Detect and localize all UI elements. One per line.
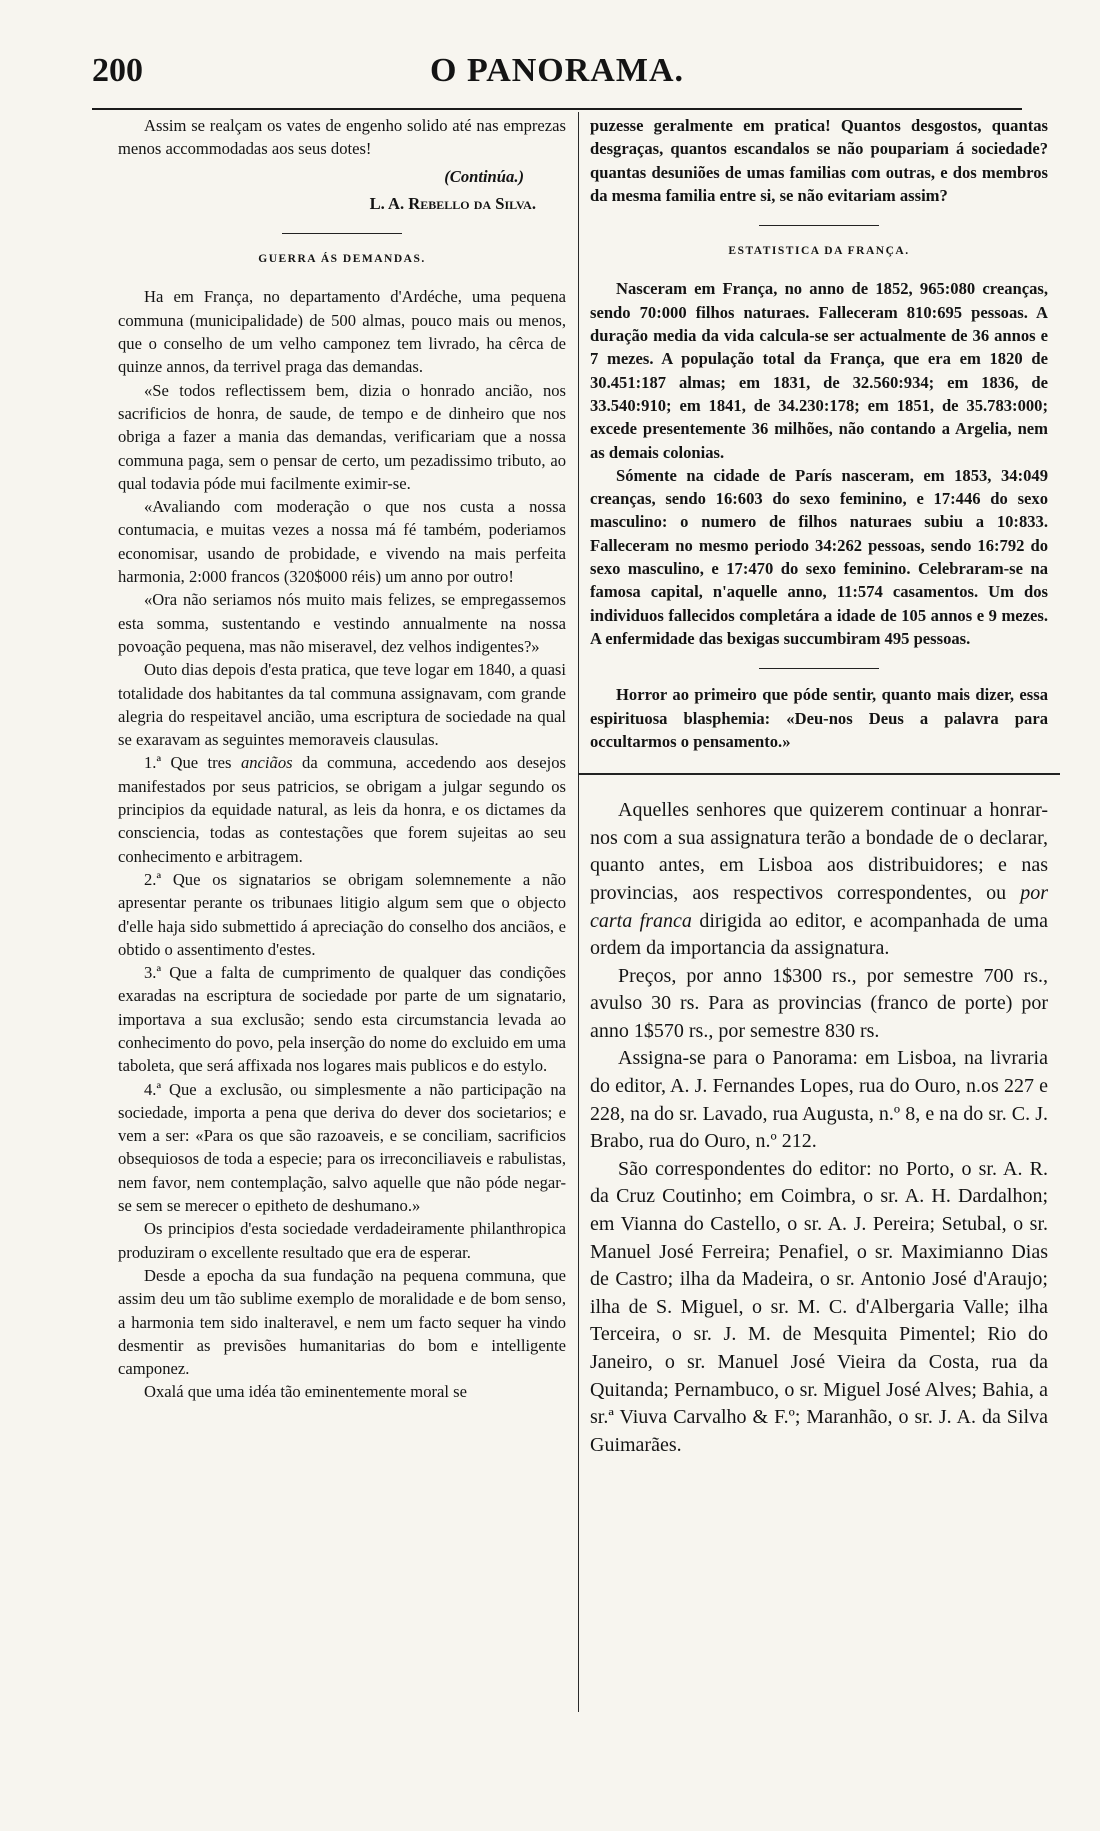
section-rule xyxy=(759,668,879,669)
notice-paragraph xyxy=(590,797,1048,963)
clause-4: 4.ª Que a exclusão, ou simplesmente a não participação na sociedade, importa a pena que deriva do dever dos societarios; e vem a ser: «Para os que são razoaveis, e se conciliam, sacrificios obsequiosos de toda a especie; para os irreconciliaveis e rabulistas, nem favor, nem contemplação, salvo aquelle que não póde negar-se sem se merecer o epitheto de deshumano.» xyxy=(118,1079,566,1216)
statistics-paragraph: Nasceram em França, no anno de 1852, 965:080 creanças, sendo 70:000 filhos naturaes. Falleceram 810:695 pessoas. A duração media da vida calcula-se ser actualmente de 36 annos e 7 mezes. A população total da França, que era em 1820 de 30.451:187 almas; em 1831, de 32.560:934; em 1836, de 33.540:910; em 1841, de 34.230:178; em 1851, de 35.783:000; excede presentemente 36 milhões, não contando a Argelia, nem as demais colonias. xyxy=(590,279,1048,462)
page-number: 200 xyxy=(92,52,143,89)
article-paragraph: Oxalá que uma idéa tão eminentemente moral se xyxy=(144,1382,467,1402)
continued-paragraph: puzesse geralmente em pratica! Quantos desgostos, quantas desgraças, quantos escandalos se não poupariam á sociedade? quantas desuniões de umas familias com outras, e dos membros da mesma familia entre si, se não evitariam assim? xyxy=(590,116,1048,205)
article-paragraph: Ha em França, no departamento d'Ardéche, uma pequena communa (municipalidade) de 500 almas, pouco mais ou menos, que o conselho de um velho camponez tem livrado, ha cêrca de quinze annos, da terrivel praga das demandas. xyxy=(118,287,566,377)
statistics-paragraph: Sómente na cidade de París nasceram, em 1853, 34:049 creanças, sendo 16:603 do sexo feminino, e 17:446 do sexo masculino: o numero de filhos naturaes subiu a 10:833. Falleceram no mesmo periodo 34:262 pessoas, sendo 16:792 do sexo masculino, e 17:470 do sexo feminino. Celebraram-se na famosa capital, n'aquelle anno, 11:574 casamentos. Um dos individuos fallecidos completára a idade de 105 annos e 9 mezes. A enfermidade das bexigas succumbiram 495 pessoas. xyxy=(590,465,1048,648)
section-title-guerra: GUERRA ÁS DEMANDAS. xyxy=(258,253,426,266)
journal-title: O PANORAMA. xyxy=(430,52,684,89)
left-column xyxy=(118,114,566,1404)
notice-emphasis: por carta franca xyxy=(590,881,1048,932)
clause-1-start: 1.ª Que tres xyxy=(144,753,241,773)
clause-1-rest: da communa, accedendo aos desejos manifestados por seus patricios, se obrigam a julgar segundo os principios da equidade natural, as leis da honra, e os dictames da consciencia, todas as contestações que forem sujeitas ao seu conhecimento e arbitragem. xyxy=(118,753,566,866)
notice-text-start: Aquelles senhores que quizerem continuar a honrar-nos com a sua assignatura terão a bondade de o declarar, quanto antes, em Lisboa aos distribuidores; e nas provincias, aos respectivos correspondentes, ou xyxy=(590,799,1048,904)
intro-paragraph: Assim se realçam os vates de engenho solido até nas emprezas menos accommodadas aos seus dotes! xyxy=(118,116,566,159)
notice-rule xyxy=(578,773,1060,775)
notice-text-rest: dirigida ao editor, e acompanhada de uma ordem da importancia da assignatura. xyxy=(590,909,1048,960)
section-rule xyxy=(282,233,402,234)
right-column xyxy=(590,114,1048,1459)
article-paragraph: «Ora não seriamos nós muito mais felizes, se empregassemos esta somma, sustentando e vestindo annualmente na nossa povoação pequena, mas não miseravel, dez velhos indigentes?» xyxy=(118,590,566,656)
section-rule xyxy=(759,225,879,226)
article-paragraph: Outo dias depois d'esta pratica, que teve logar em 1840, a quasi totalidade dos habitantes da tal communa assignavam, com grande alegria do respeitavel ancião, uma escriptura de sociedade na qual se exaravam as seguintes memoraveis clausulas. xyxy=(118,660,566,750)
subscription-places-paragraph: Assigna-se para o Panorama: em Lisboa, na livraria do editor, A. J. Fernandes Lopes, rua do Ouro, n.os 227 e 228, na do sr. Lavado, rua Augusta, n.º 8, e na do sr. C. J. Brabo, rua do Ouro, n.º 212. xyxy=(590,1047,1048,1153)
subscription-notice xyxy=(590,797,1048,1459)
clause-1 xyxy=(118,751,566,867)
article-paragraph: «Avaliando com moderação o que nos custa a nossa contumacia, e muitas vezes a nossa má fé também, poderiamos economisar, usando de probidade, e vivendo na mais perfeita harmonia, 2:000 francos (320$000 réis) um anno por outro! xyxy=(118,497,566,587)
article-paragraph: Desde a epocha da sua fundação na pequena communa, que assim deu um tão sublime exemplo de moralidade e de bom senso, a harmonia tem sido inalteravel, e nem um facto sequer ha vindo desmentir as previsões humanitarias do bom e intelligente camponez. xyxy=(118,1265,566,1379)
article-paragraph: Os principios d'esta sociedade verdadeiramente philanthropica produziram o excellente resultado que era de esperar. xyxy=(118,1219,566,1262)
author-signature: L. A. Rebello da Silva. xyxy=(369,193,536,213)
correspondents-paragraph: São correspondentes do editor: no Porto, o sr. A. R. da Cruz Coutinho; em Coimbra, o sr. A. H. Dardalhon; em Vianna do Castello, o sr. A. J. Pereira; Setubal, o sr. Manuel José Ferreira; Penafiel, o sr. Maximianno Dias de Castro; ilha da Madeira, o sr. Antonio José d'Araujo; ilha de S. Miguel, o sr. M. C. d'Albergaria Valle; ilha Terceira, o sr. J. M. de Mesquita Pimentel; Rio do Janeiro, o sr. Manuel José Vieira da Costa, rua da Quitanda; Pernambuco, o sr. Miguel José Alves; Bahia, a sr.ª Viuva Carvalho & F.º; Maranhão, o sr. J. A. da Silva Guimarães. xyxy=(590,1157,1048,1456)
section-title-estatistica: ESTATISTICA DA FRANÇA. xyxy=(728,245,910,258)
quote-paragraph: Horror ao primeiro que póde sentir, quanto mais dizer, essa espirituosa blasphemia: «Deu-nos Deus a palavra para occultarmos o pensamento.» xyxy=(590,685,1048,751)
clause-3: 3.ª Que a falta de cumprimento de qualquer das condições exaradas na escriptura de sociedade por parte de um signatario, importava a sua exclusão; sendo esta circumstancia levada ao conhecimento do povo, pela inserção do nome do excluido em uma taboleta, que será affixada nos logares mais publicos e do estylo. xyxy=(118,963,566,1076)
page-header xyxy=(92,52,1022,106)
article-paragraph: «Se todos reflectissem bem, dizia o honrado ancião, nos sacrificios de honra, de saude, de tempo e de dinheiro que nos obriga a fazer a mania das demandas, verificariam que a nossa communa paga, sem o pensar de certo, um pezadissimo tributo, ao qual todavia póde mui facilmente eximir-se. xyxy=(118,380,566,493)
column-divider xyxy=(578,112,579,1712)
clause-1-emphasis: anciãos xyxy=(240,753,293,773)
header-rule xyxy=(92,108,1022,110)
clause-2: 2.ª Que os signatarios se obrigam solemnemente a não apresentar perante os tribunaes litigio algum sem que o objecto d'elle haja sido submettido á apreciação do conselho dos anciãos, e obtido o assentimento d'estes. xyxy=(118,869,566,959)
continua-note: (Continúa.) xyxy=(444,166,524,186)
prices-paragraph: Preços, por anno 1$300 rs., por semestre 700 rs., avulso 30 rs. Para as provincias (franco de porte) por anno 1$570 rs., por semestre 830 rs. xyxy=(590,964,1048,1042)
